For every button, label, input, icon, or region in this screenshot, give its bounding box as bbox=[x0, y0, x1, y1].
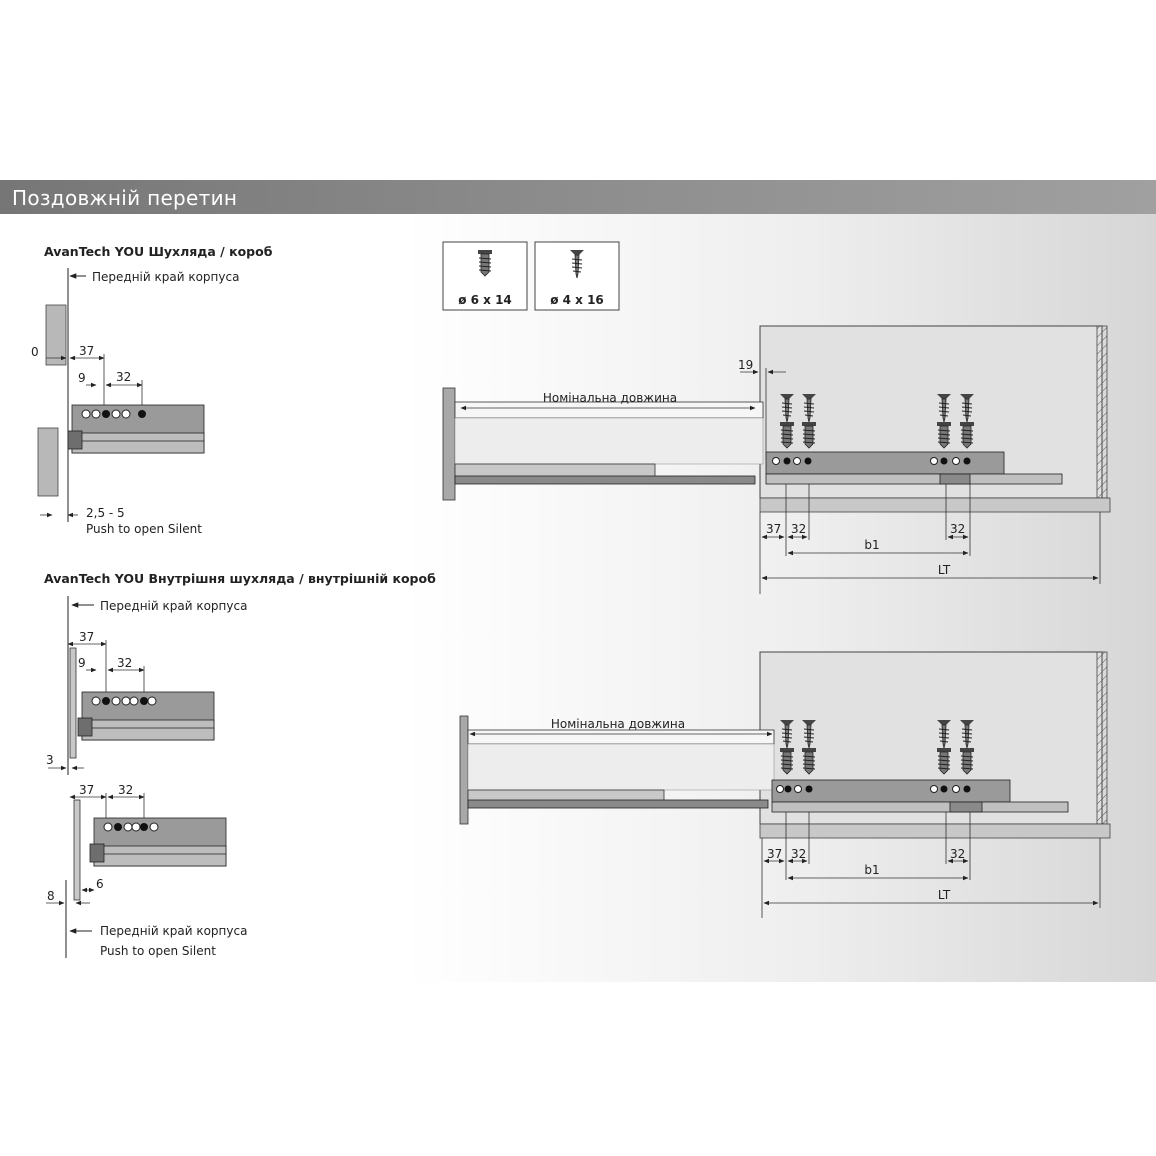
nominal-length-bottom: Номінальна довжина bbox=[550, 717, 686, 731]
dim-2-5: 2,5 - 5 bbox=[86, 506, 125, 520]
screw-2-label: ø 4 x 16 bbox=[550, 293, 604, 307]
inner-front-board bbox=[70, 648, 76, 758]
dim-37: 37 bbox=[79, 344, 95, 358]
dim-32: 32 bbox=[116, 370, 132, 384]
dim-37-b: 37 bbox=[79, 630, 95, 644]
page-title: Поздовжній перетин bbox=[12, 186, 238, 210]
drawer-bottom bbox=[460, 716, 774, 824]
dim-b1-bottom: b1 bbox=[864, 863, 880, 877]
left-bottom-title: AvanTech YOU Внутрішня шухляда / внутрішній короб bbox=[44, 571, 436, 586]
left-bottom-front-edge-label-2: Передній край корпуса bbox=[100, 924, 248, 938]
dim-0: 0 bbox=[31, 345, 39, 359]
inner-front-board-b bbox=[74, 800, 80, 900]
dim-32b-top: 32 bbox=[950, 522, 966, 536]
nominal-length-top: Номінальна довжина bbox=[542, 391, 678, 405]
dim-19: 19 bbox=[738, 358, 754, 372]
dim-32-b: 32 bbox=[117, 656, 133, 670]
dim-8: 8 bbox=[47, 889, 55, 903]
dim-37-top: 37 bbox=[766, 522, 782, 536]
front-panel-lower bbox=[38, 428, 58, 496]
dim-lt-bottom: LT bbox=[937, 888, 951, 902]
screw-1-label: ø 6 x 14 bbox=[458, 293, 512, 307]
dim-lt-top: LT bbox=[937, 563, 951, 577]
dim-37-c: 37 bbox=[79, 783, 95, 797]
dim-9-b: 9 bbox=[78, 656, 86, 670]
dim-6: 6 bbox=[96, 877, 104, 891]
dim-32a-bottom: 32 bbox=[791, 847, 807, 861]
dim-37-bottom: 37 bbox=[767, 847, 783, 861]
left-bottom-front-edge-label-1: Передній край корпуса bbox=[100, 599, 248, 613]
dim-32a-top: 32 bbox=[791, 522, 807, 536]
dim-32-c: 32 bbox=[118, 783, 134, 797]
front-panel bbox=[46, 305, 66, 365]
screw-box-1 bbox=[443, 242, 527, 310]
dim-9: 9 bbox=[78, 371, 86, 385]
left-top-front-edge-label: Передній край корпуса bbox=[92, 270, 240, 284]
dim-32b-bottom: 32 bbox=[950, 847, 966, 861]
left-bottom-push-label: Push to open Silent bbox=[100, 944, 216, 958]
left-top-title: AvanTech YOU Шухляда / короб bbox=[44, 244, 273, 259]
dim-b1-top: b1 bbox=[864, 538, 880, 552]
screw-box-2 bbox=[535, 242, 619, 310]
dim-3: 3 bbox=[46, 753, 54, 767]
left-top-push-label: Push to open Silent bbox=[86, 522, 202, 536]
